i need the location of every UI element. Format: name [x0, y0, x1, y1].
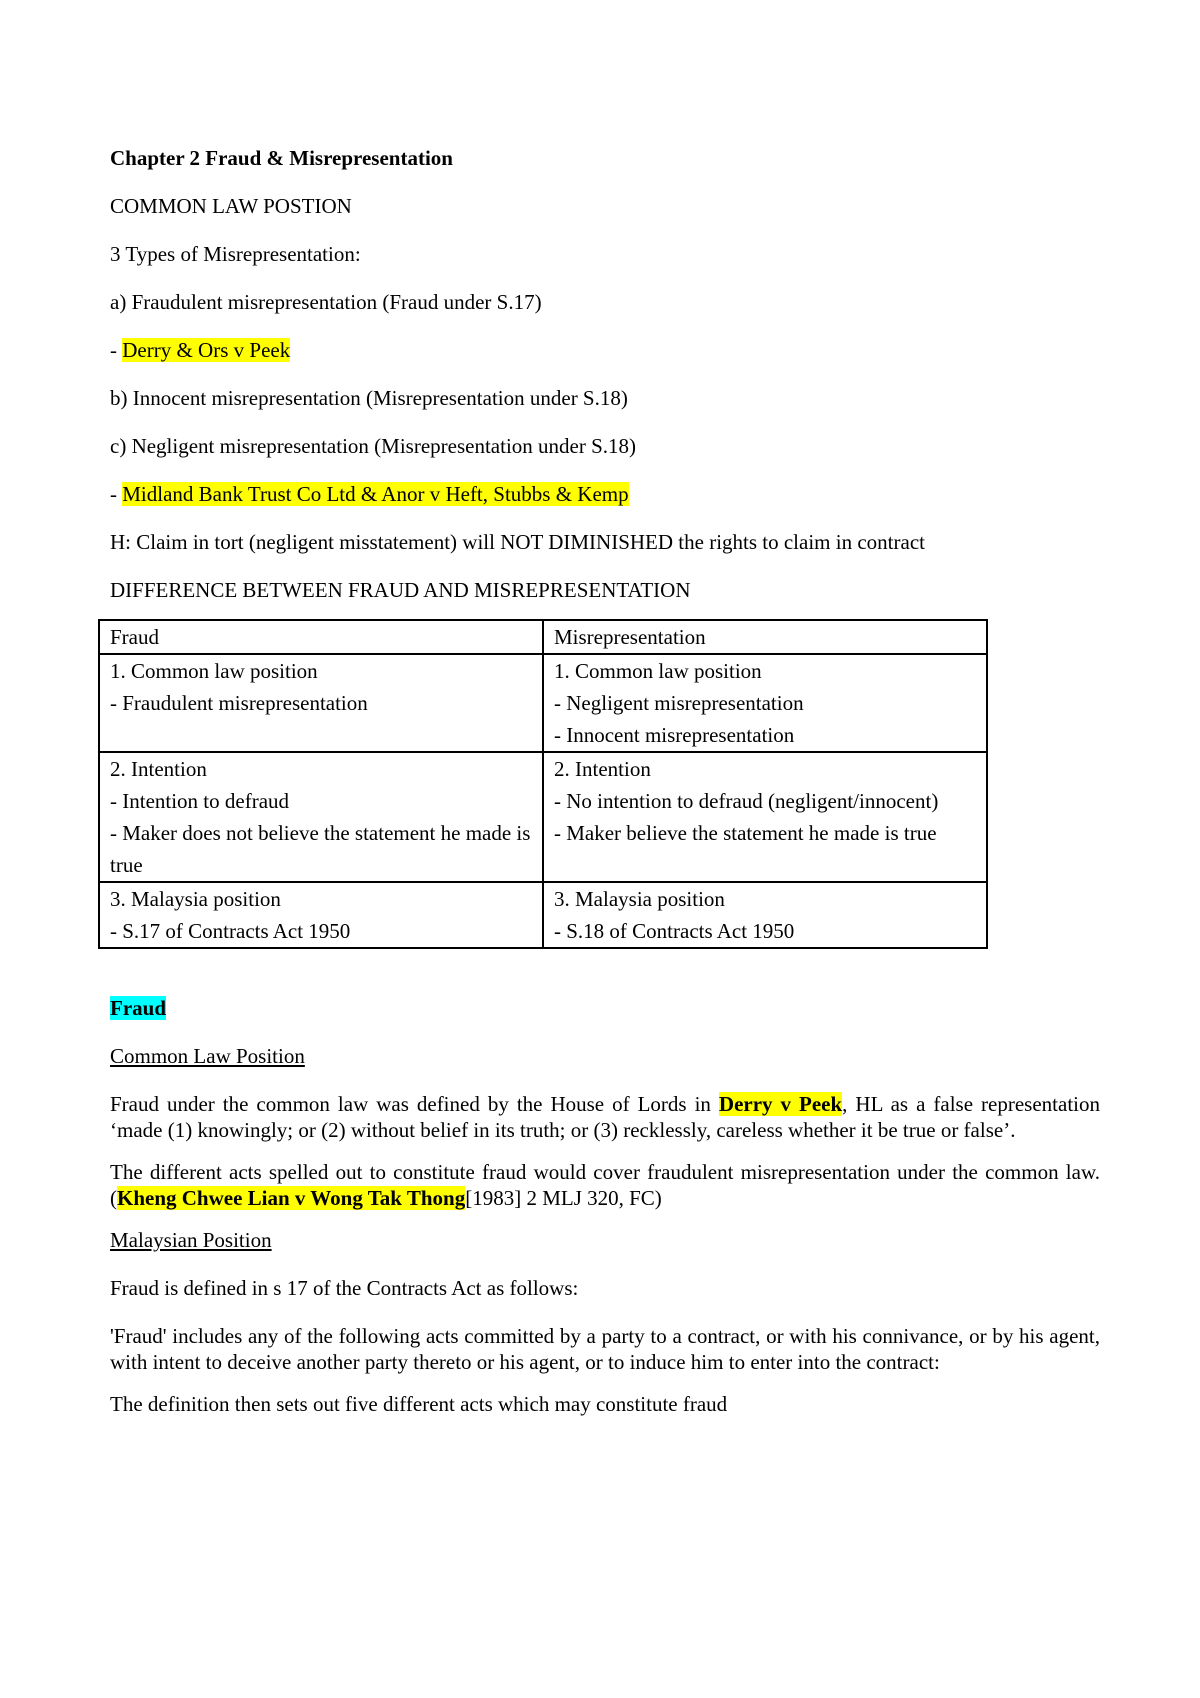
- fraud-paragraph-1: [110, 1091, 1100, 1143]
- fraud-paragraph-3: Fraud is defined in s 17 of the Contracts Act as follows:: [110, 1276, 579, 1300]
- cell-line: - S.17 of Contracts Act 1950: [110, 919, 351, 943]
- difference-table: [98, 619, 988, 949]
- common-law-subheading: Common Law Position: [110, 1044, 305, 1068]
- dash: -: [110, 482, 123, 506]
- table-header-row: [99, 620, 987, 654]
- type-b: b) Innocent misrepresentation (Misrepresentation under S.18): [110, 386, 628, 410]
- cell-line: 1. Common law position: [110, 659, 318, 683]
- cell-line: - Maker believe the statement he made is true: [554, 821, 937, 845]
- table-cell: [99, 654, 543, 752]
- table-row: [99, 882, 987, 948]
- cell-line: - Intention to defraud: [110, 789, 290, 813]
- case-derry-ors-v-peek: Derry & Ors v Peek: [122, 338, 291, 362]
- difference-heading: DIFFERENCE BETWEEN FRAUD AND MISREPRESENTATION: [110, 578, 691, 602]
- chapter-title: Chapter 2 Fraud & Misrepresentation: [110, 146, 453, 170]
- cell-line: - No intention to defraud (negligent/innocent): [554, 789, 939, 813]
- common-law-heading: COMMON LAW POSTION: [110, 194, 352, 218]
- cell-line: 3. Malaysia position: [554, 887, 725, 911]
- cell-line: 3. Malaysia position: [110, 887, 281, 911]
- cell-line: 1. Common law position: [554, 659, 762, 683]
- cell-line: - Innocent misrepresentation: [554, 723, 795, 747]
- document-body: [110, 145, 1100, 1439]
- fraud-heading-line: [110, 995, 1100, 1021]
- fraud-paragraph-4: 'Fraud' includes any of the following acts committed by a party to a contract, or with his connivance, or by his agent, with intent to deceive another party thereto or his agent, or to induce him to enter into the contract:: [110, 1324, 1100, 1374]
- case-kheng-chwee-lian: Kheng Chwee Lian v Wong Tak Thong: [117, 1186, 466, 1210]
- fraud-paragraph-2: [110, 1159, 1100, 1211]
- text-run: The different acts spelled out to constitute fraud would cover fraudulent misrepresentation under the common law. (: [110, 1160, 1100, 1210]
- type-c-case-line: [110, 481, 1100, 507]
- type-a: a) Fraudulent misrepresentation (Fraud under S.17): [110, 290, 542, 314]
- holding: H: Claim in tort (negligent misstatement) will NOT DIMINISHED the rights to claim in contract: [110, 530, 925, 554]
- type-a-case-line: [110, 337, 1100, 363]
- text-run: Fraud under the common law was defined by the House of Lords in: [110, 1092, 719, 1116]
- table-row: [99, 752, 987, 882]
- case-derry-v-peek: Derry v Peek: [718, 1092, 843, 1116]
- cell-line: - Fraudulent misrepresentation: [110, 691, 368, 715]
- cell-line: - S.18 of Contracts Act 1950: [554, 919, 795, 943]
- header-misrepresentation: Misrepresentation: [543, 620, 987, 654]
- header-fraud: Fraud: [99, 620, 543, 654]
- cell-line: 2. Intention: [110, 757, 207, 781]
- table-cell: [543, 654, 987, 752]
- type-c: c) Negligent misrepresentation (Misrepresentation under S.18): [110, 434, 637, 458]
- malaysian-subheading: Malaysian Position: [110, 1228, 272, 1252]
- fraud-paragraph-5: The definition then sets out five different acts which may constitute fraud: [110, 1392, 728, 1416]
- dash: -: [110, 338, 123, 362]
- table-cell: [99, 752, 543, 882]
- text-run: [1983] 2 MLJ 320, FC): [465, 1186, 662, 1210]
- fraud-heading: Fraud: [110, 996, 167, 1020]
- types-heading: 3 Types of Misrepresentation:: [110, 242, 361, 266]
- cell-line: - Negligent misrepresentation: [554, 691, 804, 715]
- table-row: [99, 654, 987, 752]
- text-run: , HL as a false representation ‘made (1) knowingly; or (2) without belief in its truth; or (3) recklessly, careless whether it be true or false’.: [110, 1092, 1100, 1142]
- table-cell: [543, 752, 987, 882]
- cell-line: - Maker does not believe the statement he made is true: [110, 821, 531, 877]
- table-cell: [99, 882, 543, 948]
- table-cell: [543, 882, 987, 948]
- cell-line: 2. Intention: [554, 757, 651, 781]
- case-midland-bank: Midland Bank Trust Co Ltd & Anor v Heft, Stubbs & Kemp: [122, 482, 629, 506]
